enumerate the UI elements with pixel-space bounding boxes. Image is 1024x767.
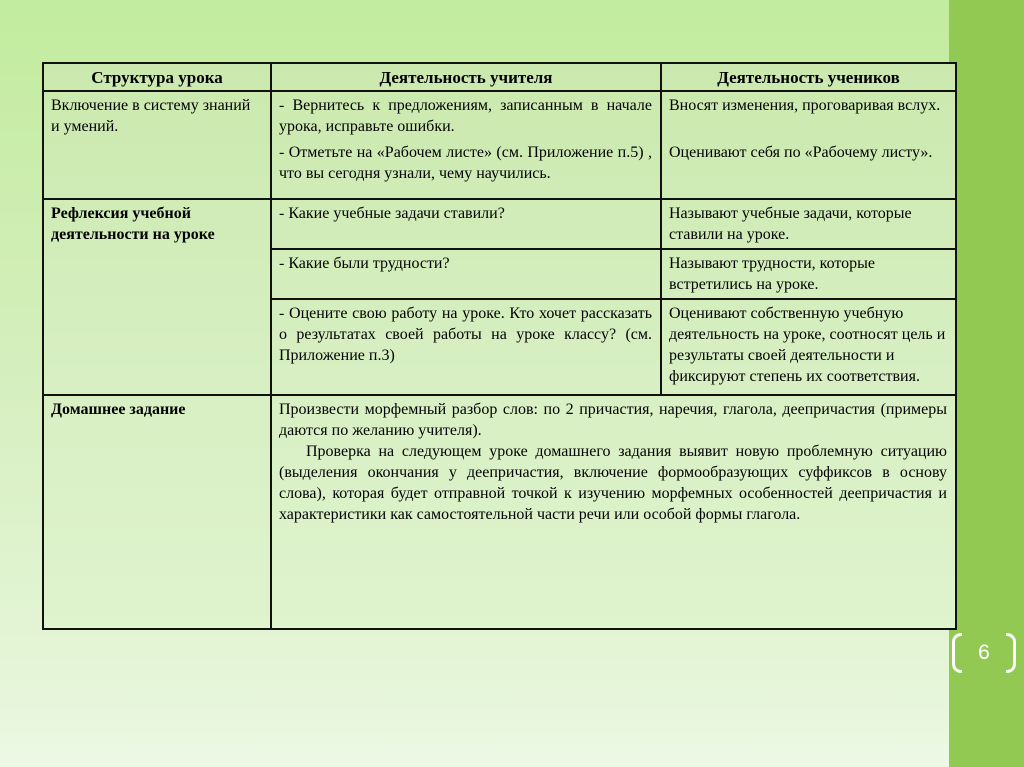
homework-stage-text: Домашнее задание [51,401,186,418]
inclusion-teacher-p2: - Отметьте на «Рабочем листе» (см. Приложение п.5) , что вы сегодня узнали, чему научились. [279,144,652,182]
page-number: 6 [978,641,990,664]
cell-reflection-teacher-2 [271,249,661,299]
table-row-inclusion [43,91,956,199]
cell-reflection-students-2 [661,249,956,299]
table-row-reflection-1 [43,199,956,249]
header-lesson-structure: Структура урока [43,63,271,91]
table-row-homework [43,395,956,629]
page-number-badge [952,630,1016,676]
reflection-students-a2: Называют трудности, которые встретились на уроке. [669,255,876,293]
cell-reflection-teacher-3 [271,299,661,395]
cell-reflection-students-3 [661,299,956,395]
reflection-teacher-q1: - Какие учебные задачи ставили? [279,205,505,222]
cell-inclusion-teacher [271,91,661,199]
reflection-stage-text: Рефлексия учебной деятельности на уроке [51,205,215,243]
header-teacher-activity: Деятельность учителя [271,63,661,91]
cell-reflection-teacher-1 [271,199,661,249]
cell-reflection-stage [43,199,271,395]
inclusion-teacher-p1: - Вернитесь к предложениям, записанным в начале урока, исправьте ошибки. [279,97,652,135]
inclusion-students-p2: Оценивают себя по «Рабочему листу». [669,144,933,161]
reflection-students-a1: Называют учебные задачи, которые ставили на уроке. [669,205,912,243]
homework-task-p2: Проверка на следующем уроке домашнего задания выявит новую проблемную ситуацию (выделения окончания у деепричастия, включение формообразующих суффиксов в основу слова), которая будет отправной точкой к изучению морфемных особенностей деепричастия и характеристики как самостоятельной части речи или особой формы глагола. [279,443,947,523]
lesson-structure-table [42,62,957,630]
inclusion-students-p1: Вносят изменения, проговаривая вслух. [669,97,941,114]
homework-task-p1: Произвести морфемный разбор слов: по 2 причастия, наречия, глагола, деепричастия (примеры даются по желанию учителя). [279,401,947,439]
reflection-teacher-q3: - Оцените свою работу на уроке. Кто хочет рассказать о результатах своей работы на уроке классу? (см. Приложение п.3) [279,305,652,364]
reflection-teacher-q2: - Какие были трудности? [279,255,450,272]
cell-homework-task [271,395,956,629]
inclusion-stage-text: Включение в систему знаний и умений. [51,97,251,135]
bracket-left-icon [952,633,962,673]
cell-reflection-students-1 [661,199,956,249]
bracket-right-icon [1006,633,1016,673]
cell-inclusion-stage [43,91,271,199]
header-students-activity: Деятельность учеников [661,63,956,91]
table-header-row [43,63,956,91]
cell-inclusion-students [661,91,956,199]
cell-homework-stage [43,395,271,629]
reflection-students-a3: Оценивают собственную учебную деятельность на уроке, соотносят цель и результаты своей деятельности и фиксируют степень их соответствия. [669,305,946,385]
